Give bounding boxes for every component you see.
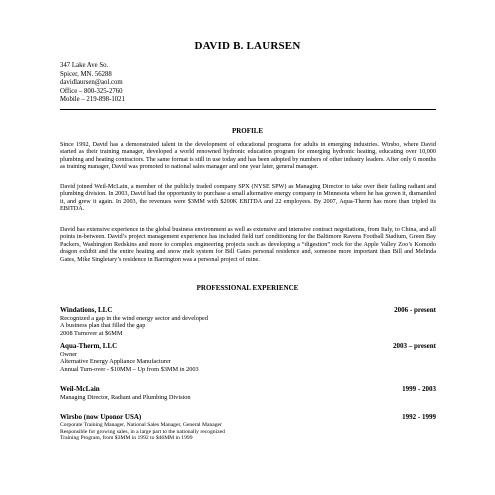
contact-mobile-phone: Mobile – 219-898-1021	[60, 96, 125, 104]
job-line: Annual Turn-over - $10MM – Up from $3MM in 2003	[60, 365, 199, 373]
job-line: Alternative Energy Appliance Manufacturer	[60, 358, 171, 366]
contact-email: davidlaursen@aol.com	[60, 79, 123, 87]
header-divider	[60, 109, 436, 110]
job-dates: 2006 - present	[394, 306, 436, 314]
job-dates: 1992 - 1999	[402, 413, 436, 421]
job-company: Windations, LLC	[60, 306, 113, 314]
profile-paragraph-2: David joined Weil-McLain, a member of the publicly traded company SPX (NYSE SPW) as Managing Director to take over their failing radiant and plumbing division. In 2003, David had the opportunity to purchase a small alternative energy company in Minnesota where he has grown it, dismantled it, and grew it again. In 2003, the revenues were $3MM with $200K EBITDA and 22 employees. By 2007, Aqua-Therm has more than tripled its EBITDA.	[60, 183, 436, 213]
job-company: Aqua-Therm, LLC	[60, 342, 118, 350]
profile-paragraph-1: Since 1992, David has a demonstrated talent in the development of educational programs for adults in emerging industries. Wirsbo, where David started as their training manager, developed a world renowned hydronic education program for emerging hydronic heating, educating over 10,000 plumbing and heating contractors. The same format is still in use today and has been adopted by numbers of other industry leaders. After only 6 months as training manager, David was promoted to national sales manager and one year later, general manager.	[60, 141, 436, 171]
job-entry	[60, 414, 436, 442]
job-line: Corporate Training Manager, National Sales Manager, General Manager	[60, 422, 222, 428]
job-line: Training Program, from $3MM in 1992 to $46MM in 1999	[60, 435, 193, 442]
profile-paragraph-3: David has extensive experience in the global business environment as well as extensive and intensive contract negotiations, from Italy, to China, and all points in-between. David’s project management experience has included field turf conditioning for the Baltimore Ravens Football Stadium, Green Bay Packers, Washington Redskins and more to complex engineering projects such as developing a “digestion” rock for the Apple Valley Zoo’s Komodo dragon exhibit and the entire heating and snow melt system for Bill Gates personal residence and, someone more important than Bill and Melinda Gates, Mike Singletary’s residence in Barrington was a personal project of mine.	[60, 226, 436, 263]
contact-office-phone: Office – 800-325-2760	[60, 87, 123, 95]
job-entry	[60, 343, 436, 373]
candidate-name: DAVID B. LAURSEN	[194, 40, 301, 52]
job-line: A business plan that filled the gap	[60, 322, 146, 330]
job-entry	[60, 307, 436, 337]
job-dates: 2003 – present	[392, 342, 436, 350]
job-line: Recognized a gap in the wind energy sector and developed	[60, 315, 208, 322]
contact-city: Spicer, MN. 56288	[60, 70, 112, 78]
contact-block	[60, 62, 125, 105]
profile-heading: PROFILE	[231, 127, 264, 135]
experience-heading: PROFESSIONAL EXPERIENCE	[196, 284, 299, 292]
contact-street: 347 Lake Ave So.	[60, 62, 109, 69]
job-company: Wirsbo (now Uponor USA)	[60, 413, 142, 421]
job-company: Weil-McLain	[60, 385, 100, 393]
job-dates: 1999 - 2003	[402, 385, 436, 393]
job-line: Owner	[60, 351, 78, 358]
job-line: Managing Director, Radiant and Plumbing Division	[60, 394, 191, 401]
job-line: 2008 Turnover at $6MM	[60, 329, 123, 337]
job-entry	[60, 386, 436, 401]
job-line: Responsible for growing sales, in a large part to the nationally recognized	[60, 428, 225, 435]
